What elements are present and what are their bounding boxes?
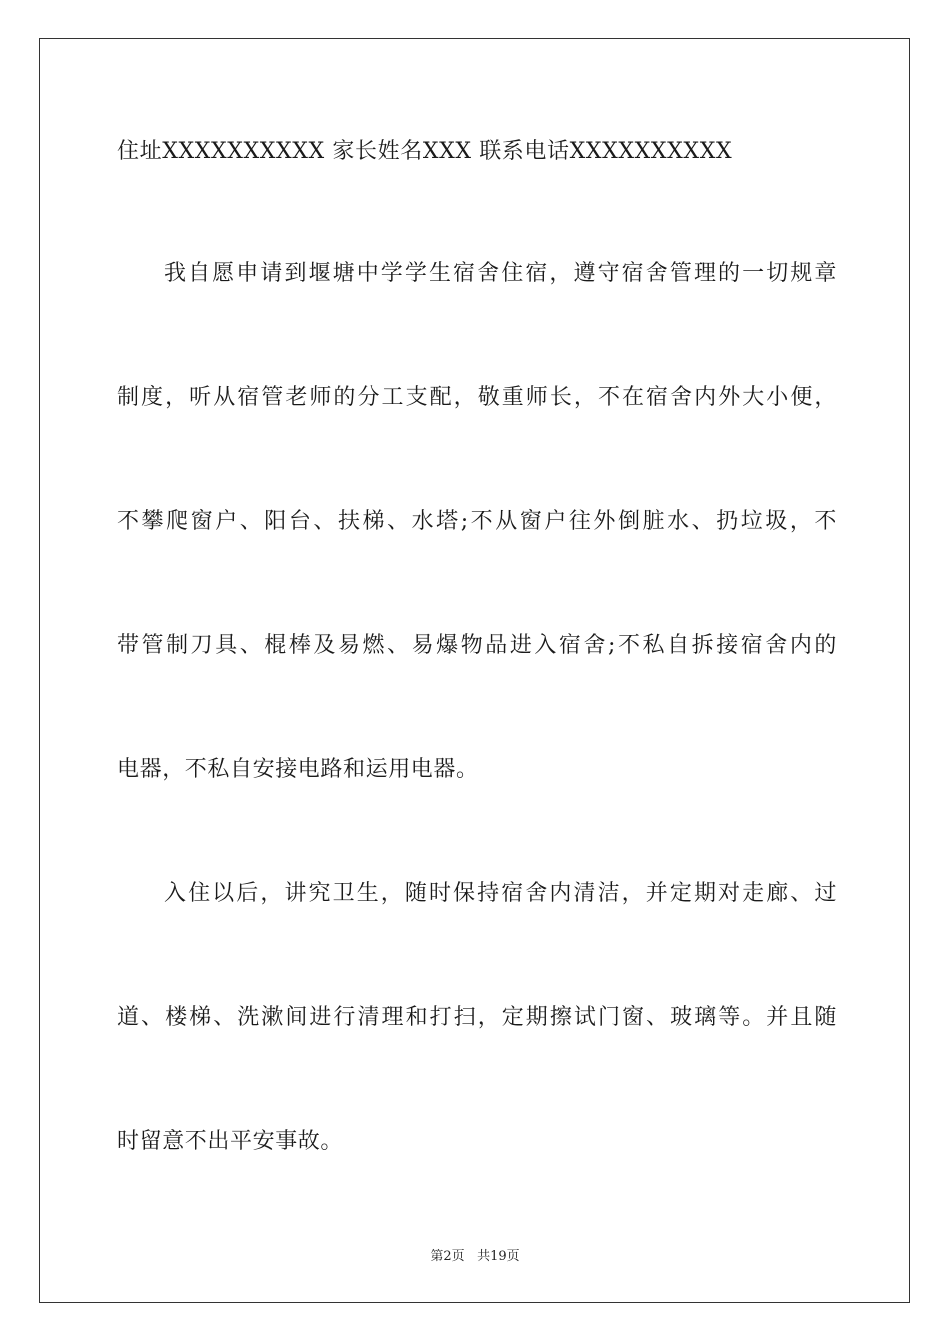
page-footer bbox=[0, 1248, 950, 1266]
paragraph-line: 制度，听从宿管老师的分工支配，敬重师长，不在宿舍内外大小便， bbox=[117, 385, 837, 410]
paragraph-line: 带管制刀具、棍棒及易燃、易爆物品进入宿舍;不私自拆接宿舍内的 bbox=[117, 633, 837, 658]
contact-info-line: 住址XXXXXXXXXX 家长姓名XXX 联系电话XXXXXXXXXX bbox=[117, 139, 733, 164]
paragraph-line: 我自愿申请到堰塘中学学生宿舍住宿，遵守宿舍管理的一切规章 bbox=[164, 261, 837, 286]
paragraph-line: 时留意不出平安事故。 bbox=[117, 1129, 344, 1154]
paragraph-line: 道、楼梯、洗漱间进行清理和打扫，定期擦试门窗、玻璃等。并且随 bbox=[117, 1005, 837, 1030]
paragraph-line: 不攀爬窗户、阳台、扶梯、水塔;不从窗户往外倒脏水、扔垃圾，不 bbox=[117, 509, 837, 534]
page-total: 共19页 bbox=[477, 1249, 520, 1264]
page-number: 第2页 bbox=[430, 1249, 465, 1264]
paragraph-line: 入住以后，讲究卫生，随时保持宿舍内清洁，并定期对走廊、过 bbox=[164, 881, 837, 906]
page-border bbox=[39, 38, 910, 1303]
paragraph-line: 电器，不私自安接电路和运用电器。 bbox=[117, 757, 479, 782]
